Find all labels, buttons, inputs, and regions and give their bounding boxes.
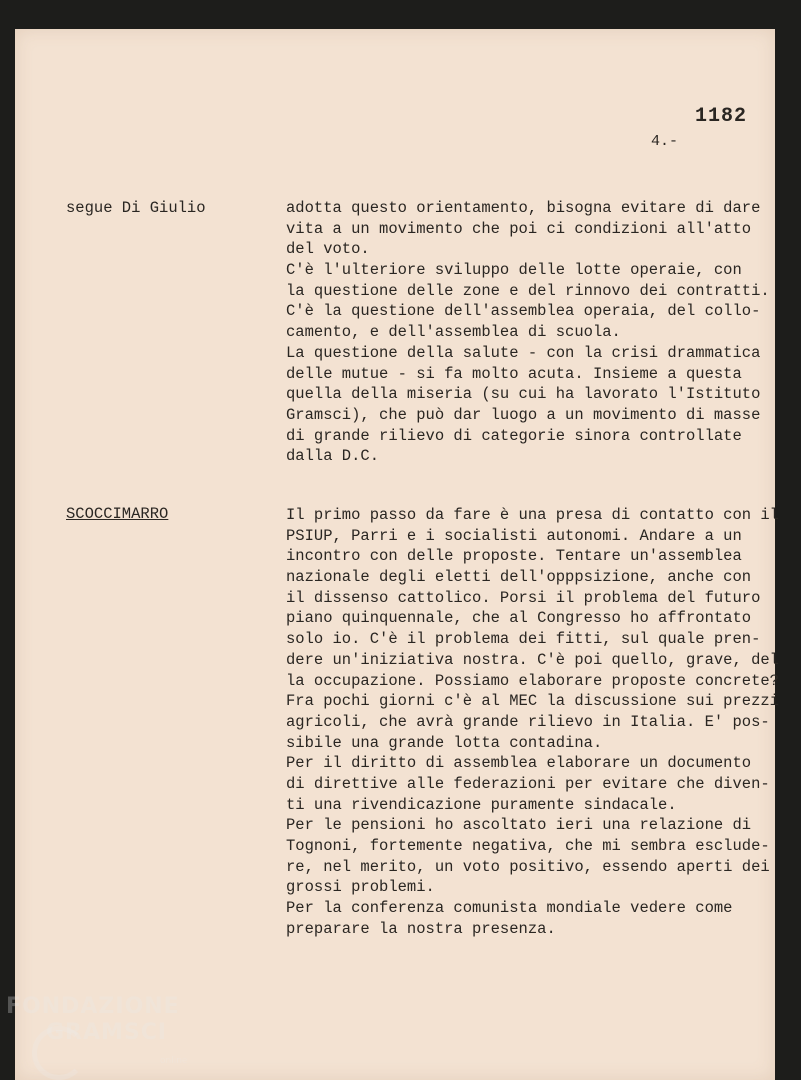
- speaker-scoccimarro: SCOCCIMARRO: [66, 505, 169, 523]
- text-line: Per le pensioni ho ascoltato ieri una relazione di: [286, 816, 752, 835]
- speech-block-di-giulio: [286, 198, 776, 467]
- text-line: grossi problemi.: [286, 878, 435, 897]
- text-line: la questione delle zone e del rinnovo dei contratti.: [286, 281, 770, 300]
- text-line: ti una rivendicazione puramente sindacale.: [286, 795, 677, 814]
- watermark-logo: [6, 994, 180, 1046]
- text-line: delle mutue - si fa molto acuta. Insieme a questa: [286, 364, 742, 383]
- text-line: del voto.: [286, 240, 370, 259]
- text-line: il dissenso cattolico. Porsi il problema del futuro: [286, 588, 761, 607]
- text-line: dalla D.C.: [286, 447, 380, 466]
- sheet-number: 4.-: [651, 133, 679, 150]
- text-line: solo io. C'è il problema dei fitti, sul quale pren-: [286, 630, 761, 649]
- text-line: la occupazione. Possiamo elaborare proposte concrete?: [286, 671, 779, 690]
- text-line: camento, e dell'assemblea di scuola.: [286, 323, 621, 342]
- text-line: sibile una grande lotta contadina.: [286, 733, 603, 752]
- text-line: Fra pochi giorni c'è al MEC la discussione sui prezzi: [286, 692, 779, 711]
- document-page: [15, 29, 779, 1080]
- text-line: Tognoni, fortemente negativa, che mi sembra esclude-: [286, 837, 770, 855]
- text-line: di grande rilievo di categorie sinora controllate: [286, 426, 742, 445]
- text-line: agricoli, che avrà grande rilievo in Italia. E' pos-: [286, 712, 770, 731]
- page-number: 1182: [695, 105, 748, 128]
- text-line: C'è l'ulteriore sviluppo delle lotte operaie, con: [286, 261, 742, 280]
- watermark-line1: FONDAZIONE: [6, 994, 180, 1019]
- text-line: incontro con delle proposte. Tentare un'assemblea: [286, 547, 742, 566]
- speech-block-scoccimarro: [286, 505, 779, 939]
- watermark-line2: GRAMSCI: [46, 1020, 168, 1045]
- text-line: quella della miseria (su cui ha lavorato l'Istituto: [286, 385, 761, 404]
- watermark-ring-icon: [32, 1026, 86, 1080]
- speaker-di-giulio: segue Di Giulio: [66, 199, 206, 217]
- text-line: vita a un movimento che poi ci condizioni all'atto: [286, 219, 752, 238]
- text-line: La questione della salute - con la crisi drammatica: [286, 343, 761, 362]
- text-line: re, nel merito, un voto positivo, essendo aperti dei: [286, 857, 770, 876]
- text-line: preparare la nostra presenza.: [286, 919, 556, 938]
- text-line: piano quinquennale, che al Congresso ho affrontato: [286, 609, 752, 628]
- text-line: C'è la questione dell'assemblea operaia, del collo-: [286, 302, 761, 321]
- text-line: Il primo passo da fare è una presa di contatto con il: [286, 506, 779, 524]
- text-line: nazionale degli eletti dell'opppsizione, anche con: [286, 568, 752, 587]
- text-line: Per la conferenza comunista mondiale vedere come: [286, 899, 733, 918]
- watermark-suffix: online: [160, 1056, 188, 1066]
- text-line: dere un'iniziativa nostra. C'è poi quello, grave, del: [286, 650, 779, 669]
- text-line: adotta questo orientamento, bisogna evitare di dare: [286, 199, 761, 217]
- text-line: PSIUP, Parri e i socialisti autonomi. Andare a un: [286, 526, 742, 545]
- text-line: di direttive alle federazioni per evitare che diven-: [286, 774, 770, 793]
- text-line: Gramsci), che può dar luogo a un movimento di masse: [286, 405, 761, 424]
- text-line: Per il diritto di assemblea elaborare un documento: [286, 754, 752, 773]
